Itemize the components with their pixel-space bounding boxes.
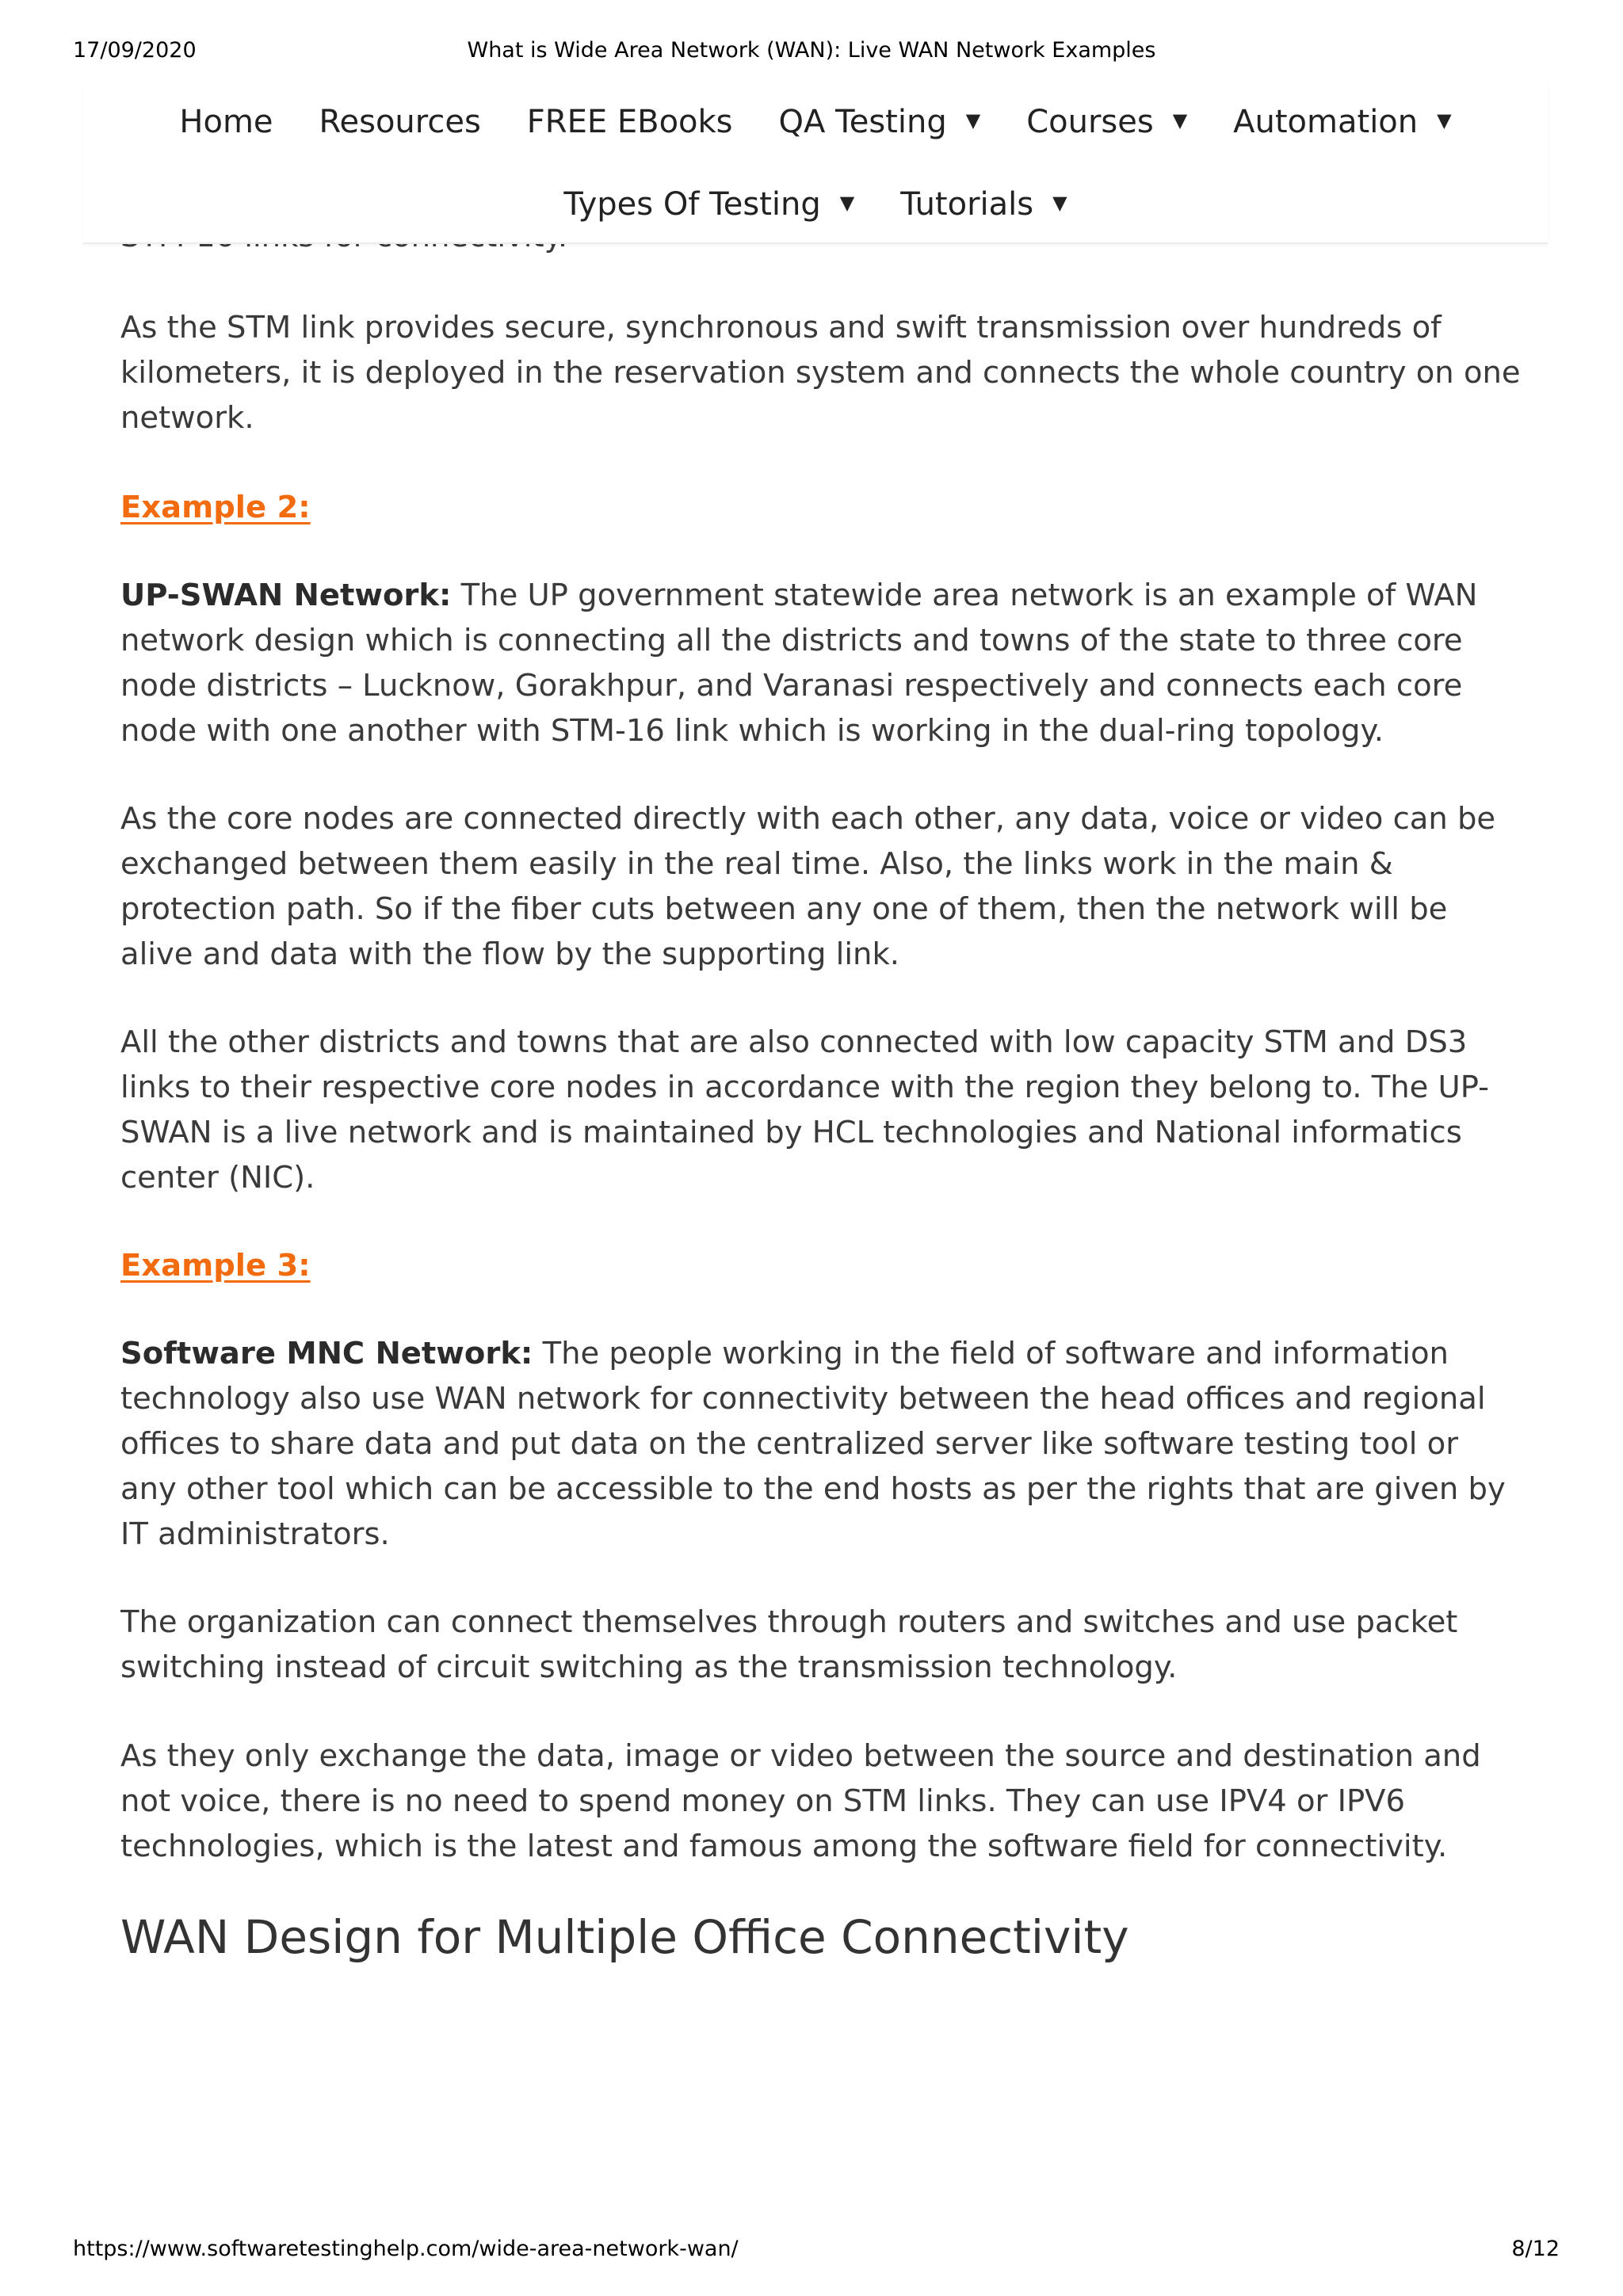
nav-item-label: Home	[179, 104, 273, 140]
nav-item-resources[interactable]	[319, 104, 481, 140]
paragraph-software-mnc	[120, 1331, 1523, 1557]
section-heading-wan-design: WAN Design for Multiple Office Connectivity	[120, 1910, 1129, 1964]
nav-item-label: Courses	[1026, 104, 1154, 140]
caret-down-icon: ▼	[1437, 109, 1452, 132]
software-mnc-label: Software MNC Network:	[120, 1336, 533, 1371]
caret-down-icon: ▼	[1172, 109, 1188, 132]
nav-item-courses[interactable]	[1026, 104, 1187, 140]
up-swan-label: UP-SWAN Network:	[120, 578, 452, 613]
caret-down-icon: ▼	[965, 109, 981, 132]
nav-item-tutorials[interactable]	[900, 186, 1067, 223]
nav-item-types-of-testing[interactable]	[563, 186, 854, 223]
paragraph-routers-switches: The organization can connect themselves through routers and switches and use packet switching instead of circuit switching as the transmission technology.	[120, 1604, 1458, 1685]
paragraph-ipv4-ipv6: As they only exchange the data, image or video between the source and destination and not voice, there is no need to spend money on STM links. They can use IPV4 or IPV6 technologies, which is the latest and famous among the software field for connectivity.	[120, 1738, 1481, 1864]
paragraph-stm-link: As the STM link provides secure, synchronous and swift transmission over hundreds of kilometers, it is deployed in the reservation system and connects the whole country on one network.	[120, 310, 1521, 436]
caret-down-icon: ▼	[1052, 192, 1067, 214]
example-3-link[interactable]: Example 3:	[120, 1248, 311, 1283]
main-navigation	[83, 79, 1548, 244]
example-2-heading	[120, 485, 1523, 530]
nav-item-label: FREE EBooks	[526, 104, 733, 140]
example-3-heading	[120, 1243, 1523, 1288]
software-mnc-text: The people working in the field of software and information technology also use WAN network for connectivity between the head offices and regional offices to share data and put data on the centralized server like software testing tool or any other tool which can be accessible to the end hosts as per the rights that are given by IT administrators.	[120, 1336, 1506, 1552]
article-body	[120, 0, 1523, 2218]
nav-item-label: Automation	[1233, 104, 1419, 140]
paragraph-core-nodes: As the core nodes are connected directly with each other, any data, voice or video can be exchanged between them easily in the real time. Also, the links work in the main & protection path. So if the fiber cuts between any one of them, then the network will be alive and data with the flow by the supporting link.	[120, 801, 1496, 972]
nav-row-primary	[83, 95, 1548, 149]
print-page-title: What is Wide Area Network (WAN): Live WAN Network Examples	[467, 38, 1156, 63]
print-page-number: 8/12	[1511, 2237, 1560, 2261]
nav-row-secondary	[83, 177, 1548, 231]
nav-item-label: QA Testing	[778, 104, 947, 140]
print-footer	[73, 2237, 1560, 2268]
up-swan-text: The UP government statewide area network is an example of WAN network design which is connecting all the districts and towns of the state to three core node districts – Lucknow, Gorakhpur, and Varanasi respectively and connects each core node with one another with STM-16 link which is working in the dual-ring topology.	[120, 578, 1478, 749]
print-url: https://www.softwaretestinghelp.com/wide-area-network-wan/	[73, 2237, 739, 2261]
nav-item-qa-testing[interactable]	[779, 104, 981, 140]
nav-item-label: Tutorials	[900, 186, 1034, 223]
paragraph-districts: All the other districts and towns that are also connected with low capacity STM and DS3 links to their respective core nodes in accordance with the region they belong to. The UP-SWAN is a live network and is maintained by HCL technologies and National informatics center (NIC).	[120, 1024, 1489, 1196]
nav-item-label: Resources	[319, 104, 481, 140]
print-date: 17/09/2020	[73, 38, 197, 63]
nav-item-free-ebooks[interactable]	[527, 104, 733, 140]
nav-item-home[interactable]	[179, 104, 273, 140]
nav-item-label: Types Of Testing	[563, 186, 821, 223]
caret-down-icon: ▼	[839, 192, 855, 214]
nav-item-automation[interactable]	[1233, 104, 1451, 140]
paragraph-up-swan	[120, 573, 1523, 753]
example-2-link[interactable]: Example 2:	[120, 490, 311, 525]
